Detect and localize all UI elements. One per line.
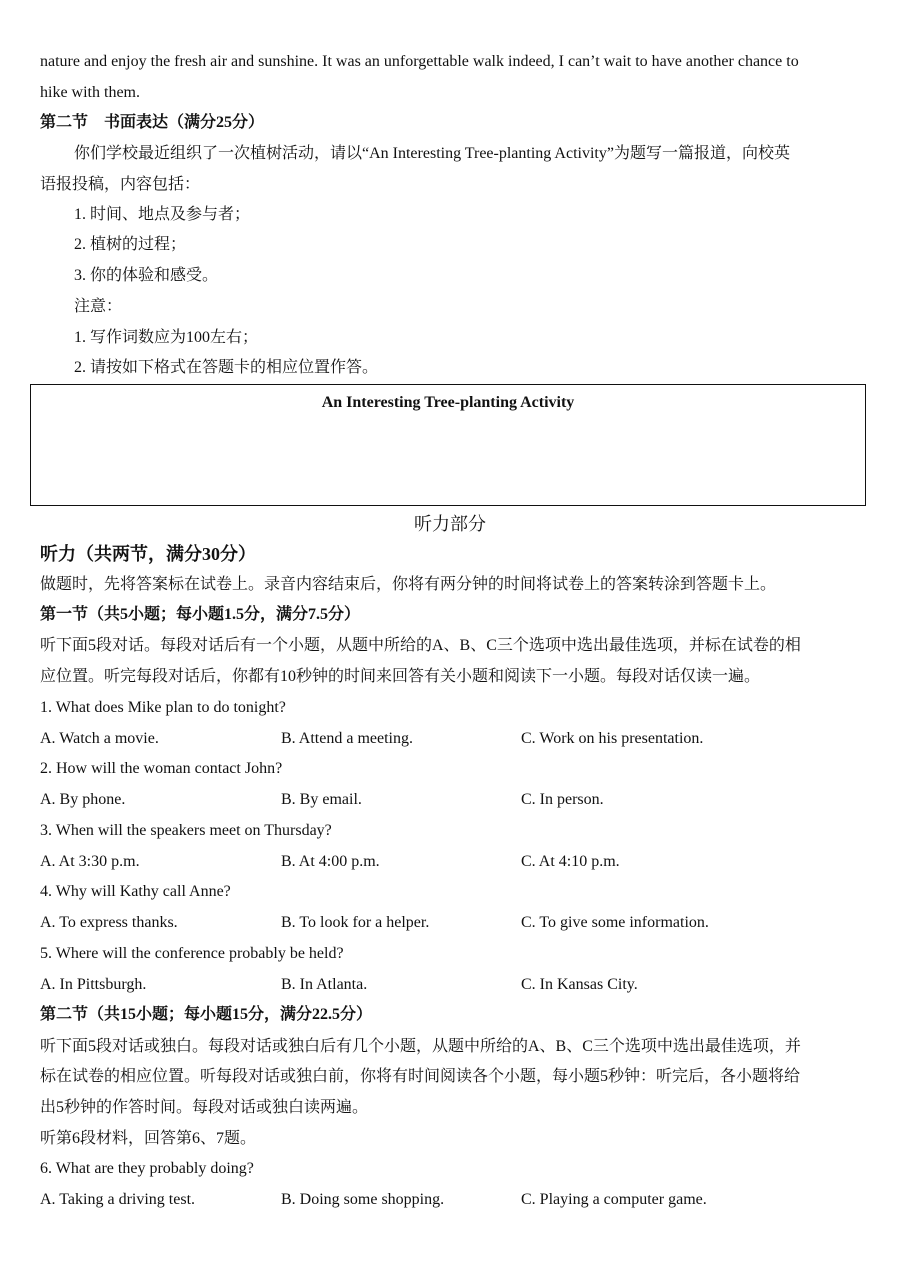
section2-instruction-line-2: 标在试卷的相应位置。听每段对话或独白前，你将有时间阅读各个小题，每小题5秒钟：听完后，各小题将给 (40, 1068, 801, 1085)
option-c: C. In Kansas City. (521, 976, 638, 993)
listening-part-title: 听力部分 (414, 514, 486, 534)
option-c: C. Work on his presentation. (521, 730, 704, 747)
writing-note-1: 1. 写作词数应为100左右； (74, 329, 259, 346)
option-a: A. At 3:30 p.m. (40, 853, 140, 870)
option-b: B. To look for a helper. (281, 914, 430, 931)
option-a: A. In Pittsburgh. (40, 976, 147, 993)
option-a: A. By phone. (40, 791, 126, 808)
question-1: 1. What does Mike plan to do tonight? (40, 699, 286, 716)
writing-heading: 第二节 书面表达（满分25分） (40, 114, 265, 131)
section2-heading: 第二节（共15小题；每小题15分，满分22.5分） (40, 1006, 373, 1023)
answer-format-box (30, 384, 866, 506)
section2-instruction-line-1: 听下面5段对话或独白。每段对话或独白后有几个小题，从题中所给的A、B、C三个选项中选出最佳选项，并 (40, 1038, 801, 1055)
listening-heading: 听力（共两节，满分30分） (40, 544, 256, 564)
section1-instruction-line-2: 应位置。听完每段对话后，你都有10秒钟的时间来回答有关小题和阅读下一小题。每段对话仅读一遍。 (40, 668, 761, 685)
option-b: B. By email. (281, 791, 362, 808)
option-c: C. In person. (521, 791, 604, 808)
option-b: B. In Atlanta. (281, 976, 368, 993)
answer-box-title: An Interesting Tree-planting Activity (321, 394, 575, 411)
question-2: 2. How will the woman contact John? (40, 760, 283, 777)
intro-line-2: hike with them. (40, 84, 140, 101)
option-c: C. At 4:10 p.m. (521, 853, 620, 870)
writing-item-3: 3. 你的体验和感受。 (74, 267, 219, 284)
writing-prompt-line-2: 语报投稿，内容包括： (40, 176, 201, 193)
section2-instruction-line-3: 出5秒钟的作答时间。每段对话或独白读两遍。 (40, 1099, 369, 1116)
option-b: B. At 4:00 p.m. (281, 853, 380, 870)
option-a: A. Taking a driving test. (40, 1191, 196, 1208)
section2-material: 听第6段材料，回答第6、7题。 (40, 1130, 257, 1147)
option-c: C. To give some information. (521, 914, 709, 931)
question-4: 4. Why will Kathy call Anne? (40, 883, 231, 900)
option-c: C. Playing a computer game. (521, 1191, 707, 1208)
writing-item-2: 2. 植树的过程； (74, 236, 187, 253)
option-b: B. Doing some shopping. (281, 1191, 445, 1208)
intro-line-1: nature and enjoy the fresh air and sunshine. It was an unforgettable walk indeed, I can’t wait to have another chance to (40, 53, 799, 70)
option-a: A. To express thanks. (40, 914, 178, 931)
writing-note-2: 2. 请按如下格式在答题卡的相应位置作答。 (74, 359, 379, 376)
option-b: B. Attend a meeting. (281, 730, 413, 747)
question-6: 6. What are they probably doing? (40, 1160, 254, 1177)
section1-heading: 第一节（共5小题；每小题1.5分，满分7.5分） (40, 606, 361, 623)
listening-instruction: 做题时，先将答案标在试卷上。录音内容结束后，你将有两分钟的时间将试卷上的答案转涂到答题卡上。 (40, 576, 777, 593)
writing-item-1: 1. 时间、地点及参与者； (74, 206, 251, 223)
option-a: A. Watch a movie. (40, 730, 159, 747)
question-3: 3. When will the speakers meet on Thursday? (40, 822, 332, 839)
section1-instruction-line-1: 听下面5段对话。每段对话后有一个小题，从题中所给的A、B、C三个选项中选出最佳选项，并标在试卷的相 (40, 637, 801, 654)
writing-note-label: 注意： (74, 298, 123, 315)
question-5: 5. Where will the conference probably be held? (40, 945, 344, 962)
writing-prompt-line-1: 你们学校最近组织了一次植树活动，请以“An Interesting Tree-planting Activity”为题写一篇报道，向校英 (74, 145, 790, 162)
